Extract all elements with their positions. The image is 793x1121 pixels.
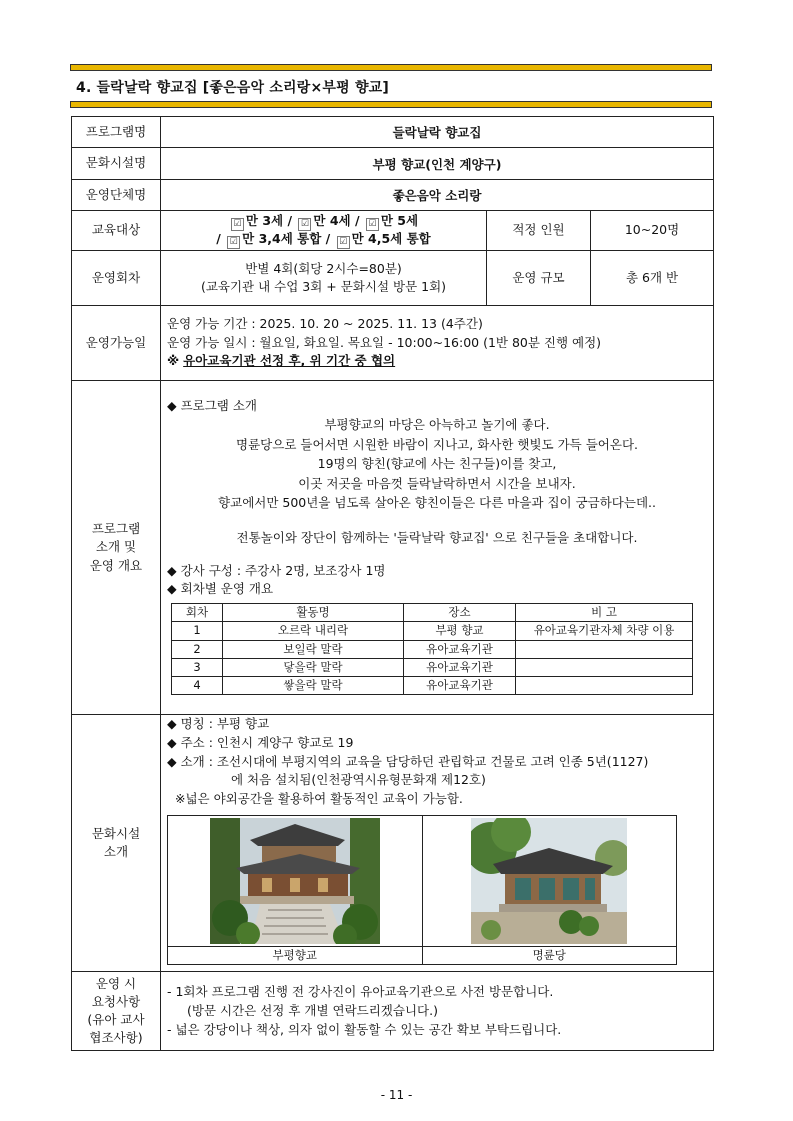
place-cell: 부평 향교	[404, 622, 516, 640]
program-info-table	[71, 116, 714, 1051]
checkbox-34-combined[interactable]: ☑	[227, 236, 240, 249]
intro-line-4: 이곳 저곳을 마음껏 들락날락하면서 시간을 보내자.	[298, 475, 576, 491]
schedule-note-mark: ※	[167, 353, 180, 369]
activity-cell: 쌓을락 말락	[223, 677, 404, 695]
place-cell: 유아교육기관	[404, 658, 516, 676]
session-heading: ◆ 회차별 운영 개요	[167, 581, 274, 597]
sessions-line-2: (교육기관 내 수업 3회 + 문화시설 방문 1회)	[200, 279, 447, 294]
intro-line-6: 전통놀이와 장단이 함께하는 '들락날락 향교집' 으로 친구들을 초대합니다.	[236, 530, 638, 546]
photo-hyanggyo	[168, 816, 422, 964]
facility-note-line: ※넓은 야외공간을 활용하여 활동적인 교육이 가능함.	[175, 791, 463, 806]
header-place: 장소	[404, 604, 516, 622]
checkbox-3yr[interactable]: ☑	[231, 218, 244, 231]
header-round: 회차	[172, 604, 223, 622]
remarks-cell	[516, 658, 693, 676]
round-cell: 2	[172, 640, 223, 658]
checkbox-5yr[interactable]: ☑	[366, 218, 379, 231]
activity-cell: 오르락 내리락	[223, 622, 404, 640]
schedule-value	[161, 306, 714, 381]
session-table-header	[172, 604, 693, 622]
facility-name-line: ◆ 명칭 : 부평 향교	[167, 716, 270, 731]
target-5yr: 만 5세	[380, 212, 419, 228]
remarks-cell: 유아교육기관자체 차량 이용	[516, 622, 693, 640]
sessions-value	[161, 251, 487, 306]
overview-label-3: 운영 개요	[89, 557, 143, 573]
activity-cell: 닿을락 말락	[223, 658, 404, 676]
header-remarks: 비 고	[516, 604, 693, 622]
scale-label: 운영 규모	[487, 251, 591, 306]
row-requests	[72, 971, 714, 1050]
intro-line-1: 부평향교의 마당은 아늑하고 놀기에 좋다.	[324, 417, 550, 433]
round-cell: 3	[172, 658, 223, 676]
schedule-note-text: 유아교육기관 선정 후, 위 기간 중 협의	[183, 353, 396, 369]
row-schedule	[72, 306, 714, 381]
myeongnyundang-photo-frame	[423, 816, 677, 946]
section-title: 4. 들락날락 향교집 [좋은음악 소리랑×부평 향교]	[76, 80, 389, 96]
row-sessions	[72, 251, 714, 306]
target-line-2	[167, 231, 480, 249]
target-3yr: 만 3세 /	[245, 212, 293, 228]
row-overview	[72, 381, 714, 715]
program-name-label: 프로그램명	[72, 117, 161, 148]
overview-content	[161, 381, 714, 715]
requests-label-3: (유아 교사	[87, 1011, 145, 1027]
round-cell: 1	[172, 622, 223, 640]
round-cell: 4	[172, 677, 223, 695]
schedule-note	[167, 352, 707, 371]
target-line-2-prefix: /	[216, 230, 221, 246]
requests-label-1: 운영 시	[95, 975, 137, 991]
facility-desc-line-1: ◆ 소개 : 조선시대에 부평지역의 교육을 담당하던 관립학교 건물로 고려 인종 5년(1127)	[167, 753, 649, 769]
row-facility-intro	[72, 715, 714, 972]
schedule-period: 운영 가능 기간 : 2025. 10. 20 ~ 2025. 11. 13 (4주간)	[167, 315, 483, 331]
target-34-combined: 만 3,4세 통합 /	[242, 230, 331, 246]
request-line-2: (방문 시간은 선정 후 개별 연락드리겠습니다.)	[187, 1003, 438, 1019]
section-bottom-bar	[70, 101, 712, 108]
operator-value: 좋은음악 소리랑	[161, 180, 714, 211]
facility-intro-label-2: 소개	[103, 843, 129, 859]
table-row	[172, 677, 693, 695]
intro-line-2: 명륜당으로 들어서면 시원한 바람이 지나고, 화사한 햇빛도 가득 들어온다.	[236, 436, 639, 452]
request-line-3: - 넓은 강당이나 책상, 의자 없이 활동할 수 있는 공간 확보 부탁드립니다.	[167, 1022, 562, 1038]
facility-address-line: ◆ 주소 : 인천시 계양구 향교로 19	[167, 734, 354, 750]
schedule-days: 운영 가능 일시 : 월요일, 화요일. 목요일 - 10:00~16:00 (1반 80분 진행 예정)	[167, 334, 602, 350]
hyanggyo-photo	[210, 818, 380, 944]
facility-name-value: 부평 향교(인천 계양구)	[161, 148, 714, 180]
operator-label: 운영단체명	[72, 180, 161, 211]
target-label: 교육대상	[72, 211, 161, 251]
overview-label-2: 소개 및	[95, 539, 137, 555]
overview-label-1: 프로그램	[91, 521, 141, 537]
target-options	[161, 211, 487, 251]
session-table	[171, 603, 693, 695]
row-facility-name	[72, 148, 714, 180]
header-activity: 활동명	[223, 604, 404, 622]
sessions-line-1: 반별 4회(회당 2시수=80분)	[245, 260, 402, 276]
intro-heading: ◆ 프로그램 소개	[167, 397, 258, 413]
intro-line-5: 향교에서만 500년을 넘도록 살아온 향친이들은 다른 마을과 집이 궁금하다는데..	[218, 494, 656, 510]
facility-desc-line-2: 에 처음 설치됨(인천광역시유형문화재 제12호)	[231, 772, 486, 788]
facility-intro-content	[161, 715, 714, 972]
photo-myeongnyundang	[422, 816, 677, 964]
target-45-combined: 만 4,5세 통합	[351, 230, 431, 246]
requests-label-2: 요청사항	[91, 993, 141, 1009]
facility-photos	[167, 815, 677, 965]
table-row	[172, 658, 693, 676]
overview-label	[72, 381, 161, 715]
sessions-label: 운영회차	[72, 251, 161, 306]
row-program-name	[72, 117, 714, 148]
target-4yr: 만 4세 /	[313, 212, 360, 228]
photo-caption-myeongnyundang: 명륜당	[423, 946, 677, 964]
activity-cell: 보일락 말락	[223, 640, 404, 658]
table-row	[172, 622, 693, 640]
facility-name-label: 문화시설명	[72, 148, 161, 180]
capacity-label: 적정 인원	[487, 211, 591, 251]
row-target	[72, 211, 714, 251]
row-operator	[72, 180, 714, 211]
requests-label	[72, 971, 161, 1050]
section-top-bar	[70, 64, 712, 71]
checkbox-45-combined[interactable]: ☑	[337, 236, 350, 249]
place-cell: 유아교육기관	[404, 677, 516, 695]
schedule-label: 운영가능일	[72, 306, 161, 381]
place-cell: 유아교육기관	[404, 640, 516, 658]
photo-caption-hyanggyo: 부평향교	[168, 946, 422, 964]
capacity-value: 10~20명	[591, 211, 714, 251]
requests-content	[161, 971, 714, 1050]
request-line-1: - 1회차 프로그램 진행 전 강사진이 유아교육기관으로 사전 방문합니다.	[167, 983, 554, 999]
page-number: - 11 -	[380, 1088, 413, 1102]
target-line-1	[167, 213, 480, 231]
hyanggyo-photo-frame	[168, 816, 422, 946]
remarks-cell	[516, 640, 693, 658]
myeongnyundang-photo	[471, 818, 627, 944]
program-name-value: 들락날락 향교집	[161, 117, 714, 148]
requests-label-4: 협조사항)	[89, 1029, 143, 1045]
checkbox-4yr[interactable]: ☑	[298, 218, 311, 231]
facility-intro-label-1: 문화시설	[91, 825, 141, 841]
remarks-cell	[516, 677, 693, 695]
staff-line: ◆ 강사 구성 : 주강사 2명, 보조강사 1명	[167, 562, 386, 578]
facility-intro-label	[72, 715, 161, 972]
scale-value: 총 6개 반	[591, 251, 714, 306]
table-row	[172, 640, 693, 658]
intro-line-3: 19명의 향친(향교에 사는 친구들)이를 찾고,	[317, 456, 557, 472]
